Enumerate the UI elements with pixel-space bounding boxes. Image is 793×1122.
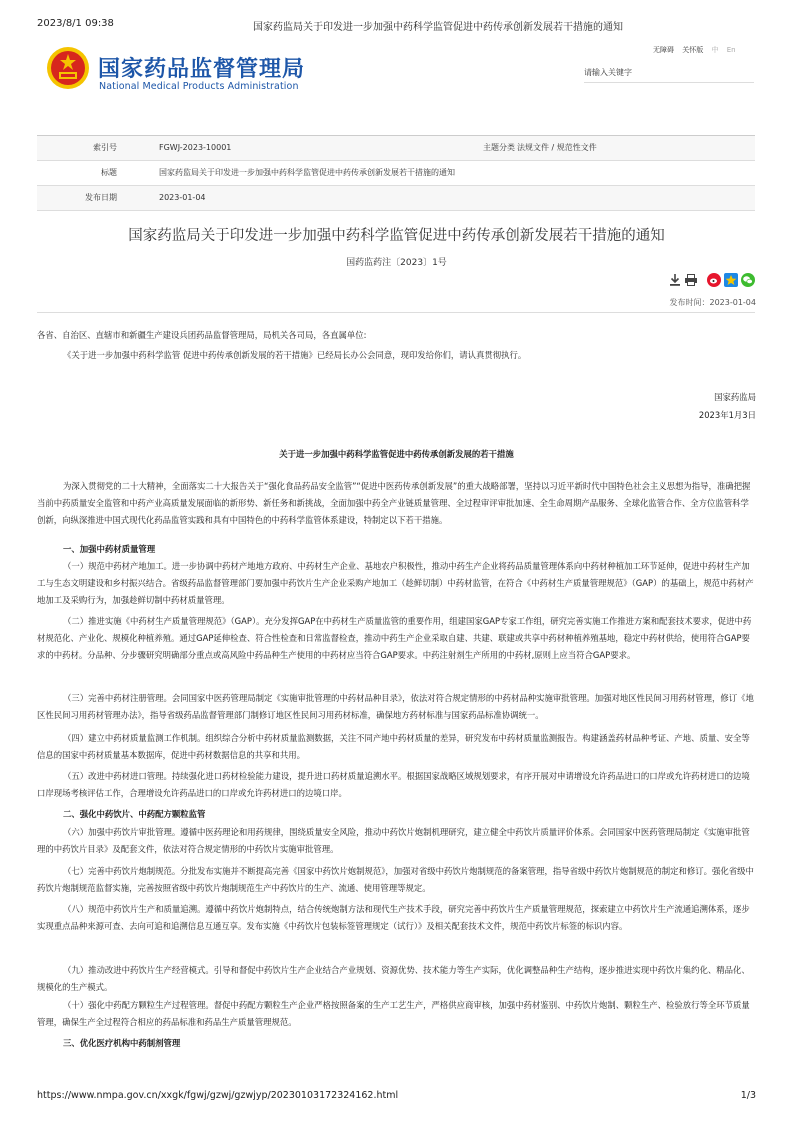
download-icon[interactable] [668,273,682,287]
lang-en-link[interactable]: En [726,46,736,54]
paragraph-1: （一）规范中药材产地加工。进一步协调中药材产地地方政府、中药材生产企业、基地农户积极性，推动中药生产企业将药品质量管理体系向中药材种植加工环节延伸，促进中药材生产加工与生态文明建设和乡村振兴结合。省级药品监督管理部门要加强中药饮片生产企业采购产地加工（趁鲜切制）中药材监管，在符合《中药材生产质量管理规范》（GAP）的基础上，规范中药材产地加工及采购行为，加强趁鲜切制中药材质量管理。 [37,561,754,605]
print-icon[interactable] [684,273,698,287]
index-value: FGWJ-2023-10001 [159,143,232,152]
heading-2: 二、强化中药饮片、中药配方颗粒监管 [63,809,206,819]
page-number: 1/3 [740,1090,756,1101]
signature: 国家药监局 [714,392,756,402]
date-value: 2023-01-04 [159,193,206,202]
paragraph-2: （二）推进实施《中药材生产质量管理规范》（GAP）。充分发挥GAP在中药材生产质量监管的重要作用，组建国家GAP专家工作组，研究完善实施工作推进方案和配套技术要求，促进中药材规范化、产业化、规模化种植养殖。通过GAP延伸检查、符合性检查和日常监督检查，推动中药生产企业采取自建、共建、联建或共享中药材种植养殖基地，稳定中药材供给，使用符合GAP要求的中药材。分品种、分步骤研究明确部分重点或高风险中药品种生产使用的中药材应当符合GAP要求。中药注射剂生产所用的中药材,原则上应当符合GAP要求。 [37,616,752,660]
document-meta-table [37,135,755,211]
meta-row [37,186,755,211]
index-label: 索引号 [93,143,117,152]
lang-cn-link[interactable]: 中 [711,46,719,54]
paragraph-4: （四）建立中药材质量监测工作机制。组织综合分析中药材质量监测数据，关注不同产地中药材质量的差异，研究发布中药材质量监测报告。构建涵盖药材品种考证、产地、质量、安全等信息的国家中药材质量基本数据库，促进中药材数据信息的共享和共用。 [37,733,750,760]
paragraph-7: （七）完善中药饮片炮制规范。分批发布实施并不断提高完善《国家中药饮片炮制规范》，加强对省级中药饮片炮制规范的备案管理，指导省级中药饮片炮制规范的制定和修订。强化省级中药饮片炮制规范监督实施，完善按照省级中药饮片炮制规范生产中药饮片的生产、流通、使用管理等规定。 [37,866,754,893]
accessibility-link[interactable]: 无障碍 [653,46,674,54]
category-value: 法规文件 / 规范性文件 [517,143,597,152]
print-datetime: 2023/8/1 09:38 [37,18,114,29]
paragraph-3: （三）完善中药材注册管理。会同国家中医药管理局制定《实施审批管理的中药材品种目录》，依法对符合规定情形的中药材品种实施审批管理。加强对地区性民间习用药材管理，修订《地区性民间习用药材管理办法》，指导省级药品监督管理部门制修订地区性民间习用药材标准，确保地方药材标准与国家药品标准协调统一。 [37,693,754,720]
date-label: 发布日期 [85,193,117,202]
salutation: 各省、自治区、直辖市和新疆生产建设兵团药品监督管理局，局机关各司局，各直属单位: [37,330,367,340]
title-value: 国家药监局关于印发进一步加强中药科学监管促进中药传承创新发展若干措施的通知 [159,168,455,177]
heading-3: 三、优化医疗机构中药制剂管理 [63,1038,181,1048]
title-label: 标题 [101,168,117,177]
divider [37,312,755,313]
paragraph-6: （六）加强中药饮片审批管理。遵循中医药理论和用药规律，围绕质量安全风险，推动中药饮片炮制机理研究，建立健全中药饮片质量评价体系。会同国家中医药管理局制定《实施审批管理的中药饮片目录》及配套文件，依法对符合规定情形的中药饮片实施审批管理。 [37,827,750,854]
sign-date: 2023年1月3日 [698,410,756,420]
category-label: 主题分类 [483,143,515,152]
footer-url: https://www.nmpa.gov.cn/xxgk/fgwj/gzwj/gzwjyp/20230103172324162.html [37,1090,399,1101]
print-page-title: 国家药监局关于印发进一步加强中药科学监管促进中药传承创新发展若干措施的通知 [253,22,623,33]
top-links [653,45,742,55]
site-name-cn[interactable]: 国家药品监督管理局 [98,57,306,82]
weibo-icon[interactable] [707,273,721,287]
wechat-icon[interactable] [741,273,755,287]
publish-time: 发布时间：2023-01-04 [669,298,756,307]
site-name-en: National Medical Products Administration [99,81,299,92]
document-title: 国家药监局关于印发进一步加强中药科学监管促进中药传承创新发展若干措施的通知 [128,228,665,244]
paragraph-5: （五）改进中药材进口管理。持续强化进口药材检验能力建设，提升进口药材质量追溯水平。根据国家战略区域规划要求，有序开展对申请增设允许药品进口的口岸或允许药材进口的边境口岸现场考核评估工作，合理增设允许药品进口的口岸或允许药材进口的边境口岸。 [37,771,750,798]
preamble-paragraph: 为深入贯彻党的二十大精神，全面落实二十大报告关于“强化食品药品安全监管”“促进中医药传承创新发展”的重大战略部署，坚持以习近平新时代中国特色社会主义思想为指导，准确把握当前中药质量安全监管和中药产业高质量发展面临的新形势、新任务和新挑战，全面加强中药全产业链质量管理、全过程审评审批加速、全生命周期产品服务、全球化监管合作、全方位监管科学创新，向纵深推进中国式现代化药品监管实践和具有中国特色的中药科学监管体系建设，特制定以下若干措施。 [37,481,751,525]
paragraph-10: （十）强化中药配方颗粒生产过程管理。督促中药配方颗粒生产企业严格按照备案的生产工艺生产，严格供应商审核，加强中药材鉴别、中药饮片炮制、颗粒生产、检验放行等全环节质量管理，确保生产全过程符合相应的药品标准和药品生产质量管理规范。 [37,1000,750,1027]
heading-1: 一、加强中药材质量管理 [63,544,156,554]
intro-paragraph: 《关于进一步加强中药科学监管 促进中药传承创新发展的若干措施》已经局长办公会同意，现印发给你们，请认真贯彻执行。 [63,350,527,360]
paragraph-8: （八）规范中药饮片生产和质量追溯。遵循中药饮片炮制特点，结合传统炮制方法和现代生产技术手段，研究完善中药饮片生产质量管理规范，探索建立中药饮片生产流通追溯体系，逐步实现重点品种来源可查、去向可追和追溯信息互通互享。发布实施《中药饮片包装标签管理规定（试行）》及相关配套技术文件，规范中药饮片标签的标识内容。 [37,904,750,931]
national-emblem-icon [46,46,90,90]
meta-row [37,136,755,161]
search-input[interactable]: 请输入关键字 [584,64,754,83]
document-number: 国药监药注〔2023〕1号 [346,258,447,268]
care-mode-link[interactable]: 关怀版 [682,46,704,54]
qzone-icon[interactable] [724,273,738,287]
paragraph-9: （九）推动改进中药饮片生产经营模式。引导和督促中药饮片生产企业结合产业规划、资源优势、技术能力等生产实际，优化调整品种生产结构，逐步推进实现中药饮片集约化、精品化、规模化的生产模式。 [37,965,750,992]
section-title: 关于进一步加强中药科学监管促进中药传承创新发展的若干措施 [279,449,514,459]
meta-row [37,161,755,186]
